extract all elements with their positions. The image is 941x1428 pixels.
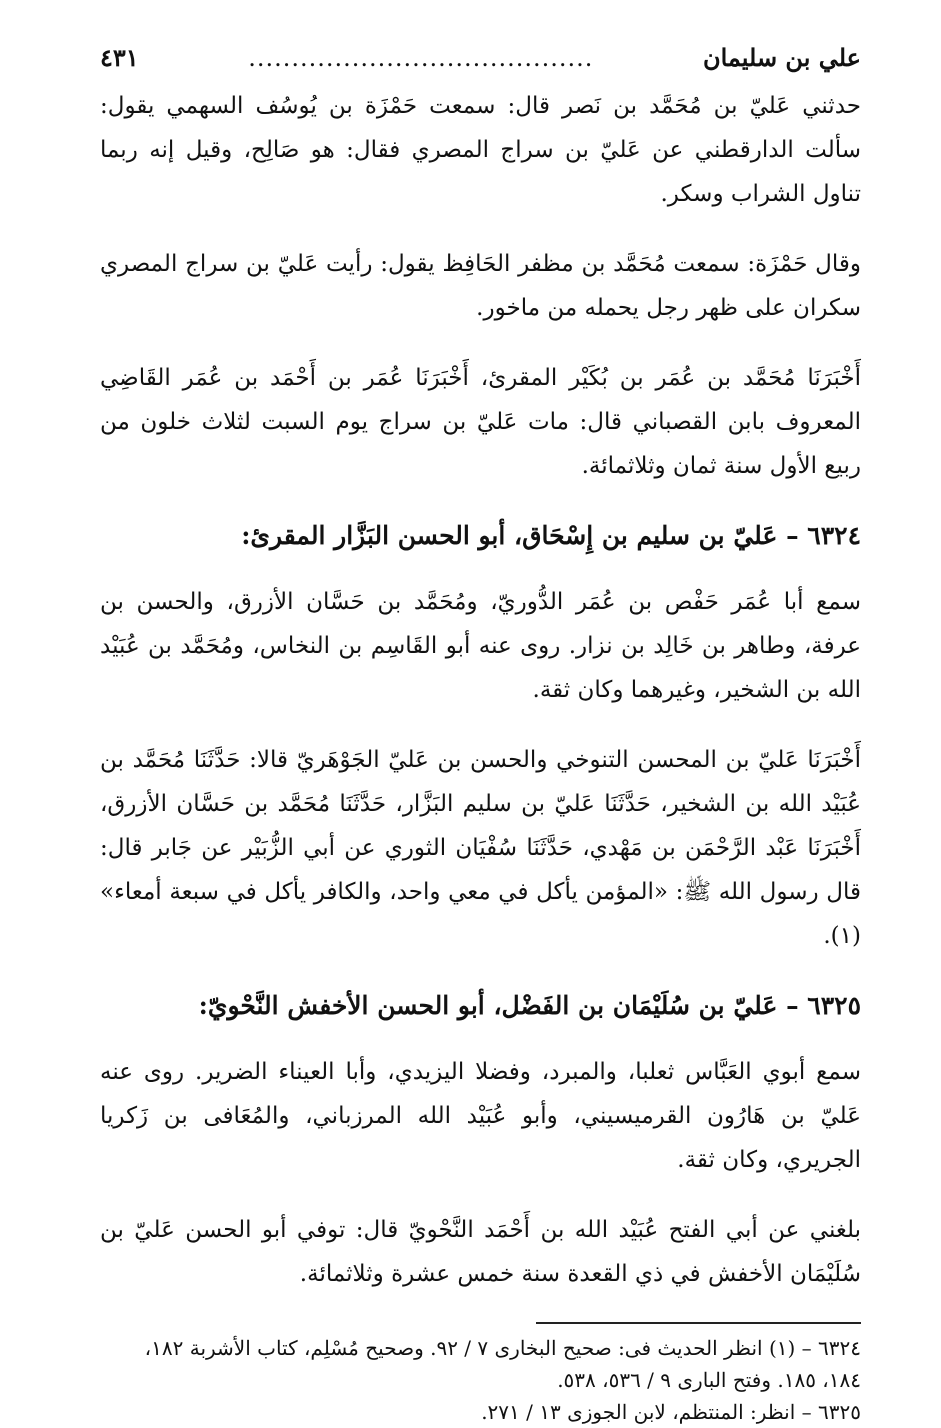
paragraph: بلغني عن أبي الفتح عُبَيْد الله بن أَحْمَد النَّحْويّ قال: توفي أبو الحسن عَليّ بن سُلَيْمَان الأخفش في ذي القعدة سنة خمس عشرة وثلاثمائة. [100,1217,861,1287]
footnote: ٦٣٢٥ – انظر: المنتظم، لابن الجوزى ١٣ / ٢٧١. [481,1400,861,1424]
page-header [100,38,861,78]
footnote-divider [536,1322,861,1324]
paragraph: وقال حَمْزَة: سمعت مُحَمَّد بن مظفر الحَافِظ يقول: رأيت عَليّ بن سراج المصري سكران على ظهر رجل يحمله من ماخور. [100,251,861,321]
paragraph: سمع أبا عُمَر حَفْص بن عُمَر الدُّوريّ، ومُحَمَّد بن حَسَّان الأزرق، والحسن بن عرفة، وطاهر بن خَالِد بن نزار. روى عنه أبو القَاسِم بن النخاس، ومُحَمَّد بن عُبَيْد الله بن الشخير، وغيرهما وكان ثقة. [100,589,861,703]
page-number: ٤٣١ [100,43,139,72]
paragraph: أَخْبَرَنَا عَليّ بن المحسن التنوخي والحسن بن عَليّ الجَوْهَريّ قالا: حَدَّثَنَا مُحَمَّد بن عُبَيْد الله بن الشخير، حَدَّثَنَا عَليّ بن سليم البَزَّار، حَدَّثَنَا مُحَمَّد بن حَسَّان الأزرق، أَخْبَرَنَا عَبْد الرَّحْمَن بن مَهْدي، حَدَّثَنَا سُفْيَان الثوري عن أبي الزُّبَيْر عن جَابر قال: قال رسول الله ﷺ: «المؤمن يأكل في معي واحد، والكافر يأكل في سبعة أمعاء» (١). [100,747,861,949]
entry-heading-6324: ٦٣٢٤ – عَليّ بن سليم بن إِسْحَاق، أبو الحسن البَزَّار المقرئ: [241,521,861,550]
paragraph: سمع أبوي العَبَّاس ثعلبا، والمبرد، وفضلا اليزيدي، وأبا العيناء الضرير. روى عنه عَليّ بن هَارُون القرميسيني، وأبو عُبَيْد الله المرزباني، والمُعَافى بن زَكريا الجريري، وكان ثقة. [100,1059,861,1173]
paragraph: حدثني عَليّ بن مُحَمَّد بن نَصر قال: سمعت حَمْزَة بن يُوسُف السهمي يقول: سألت الدارقطني عن عَليّ بن سراج المصري فقال: هو صَالِح، وقيل إنه ربما تناول الشراب وسكر. [100,93,861,207]
footnotes [100,1332,861,1428]
running-title: علي بن سليمان [702,43,861,72]
header-dots: ........................................ [248,44,594,72]
paragraph: أَخْبَرَنَا مُحَمَّد بن عُمَر بن بُكَيْر المقرئ، أَخْبَرَنَا عُمَر بن أَحْمَد بن عُمَر القَاضِي المعروف بابن القصباني قال: مات عَليّ بن سراج يوم السبت لثلاث خلون من ربيع الأول سنة ثمان وثلاثمائة. [100,365,861,479]
footnote: ٦٣٢٤ – (١) انظر الحديث فى: صحيح البخارى ٧ / ٩٢. وصحيح مُسْلِم، كتاب الأشربة ١٨٢، ١٨٤، ١٨٥. وفتح البارى ٩ / ٥٣٦، ٥٣٨. [144,1336,861,1392]
entry-heading-6325: ٦٣٢٥ – عَليّ بن سُلَيْمَان بن الفَضْل، أبو الحسن الأخفش النَّحْويّ: [198,991,861,1020]
